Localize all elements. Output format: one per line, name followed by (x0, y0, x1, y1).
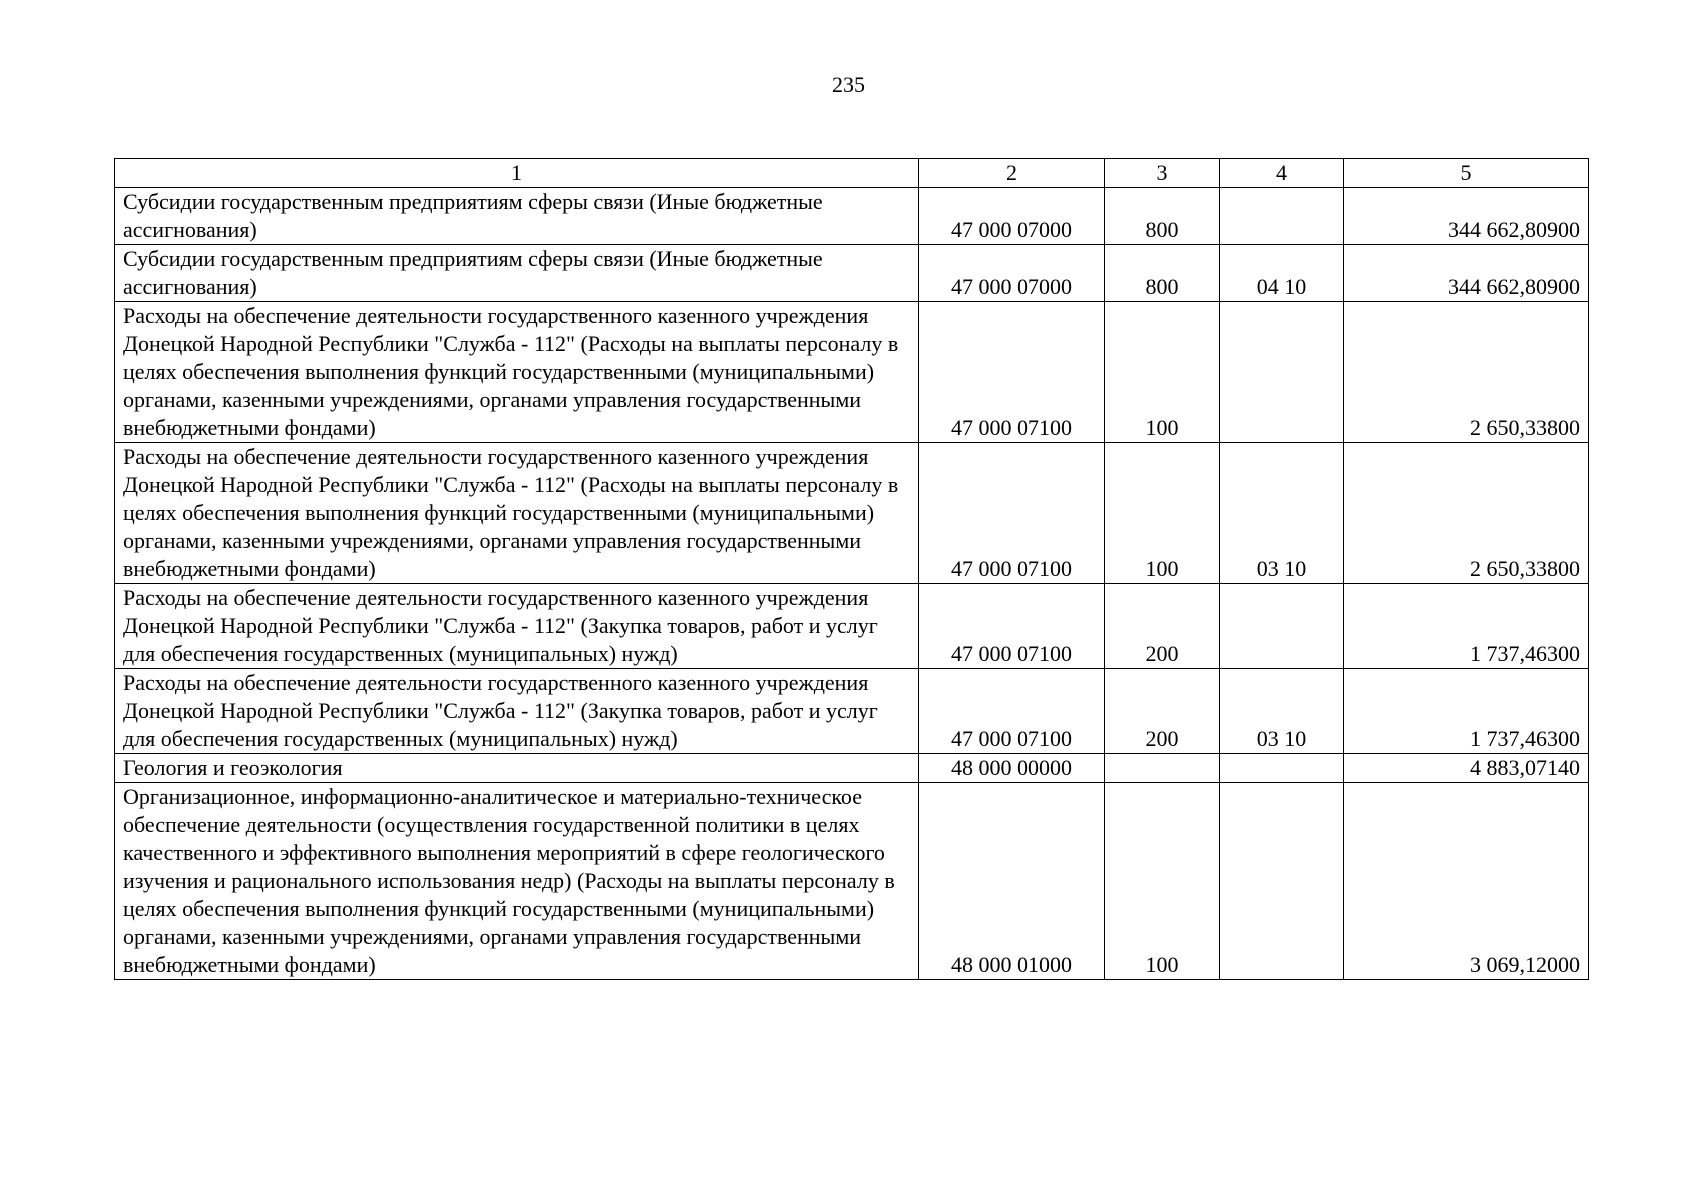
row-code: 47 000 07100 (919, 443, 1105, 584)
row-expense-type: 100 (1105, 302, 1220, 443)
row-section (1220, 584, 1344, 669)
header-col-4: 4 (1220, 159, 1344, 188)
row-expense-type: 800 (1105, 245, 1220, 302)
row-expense-type: 200 (1105, 669, 1220, 754)
header-row (115, 159, 1589, 188)
row-section: 04 10 (1220, 245, 1344, 302)
page-number: 235 (832, 72, 865, 97)
row-description: Субсидии государственным предприятиям сферы связи (Иные бюджетные ассигнования) (115, 245, 919, 302)
row-amount: 1 737,46300 (1344, 669, 1589, 754)
table-row (115, 783, 1589, 980)
header-col-1: 1 (115, 159, 919, 188)
row-code: 48 000 00000 (919, 754, 1105, 783)
row-amount: 3 069,12000 (1344, 783, 1589, 980)
row-code: 47 000 07100 (919, 584, 1105, 669)
row-amount: 2 650,33800 (1344, 302, 1589, 443)
table-row (115, 443, 1589, 584)
row-section (1220, 302, 1344, 443)
row-section: 03 10 (1220, 443, 1344, 584)
row-section (1220, 754, 1344, 783)
row-amount: 344 662,80900 (1344, 245, 1589, 302)
row-description: Расходы на обеспечение деятельности государственного казенного учреждения Донецкой Народной Республики "Служба - 112" (Закупка товаров, работ и услуг для обеспечения государственных (муниципальных) нужд) (115, 669, 919, 754)
row-code: 47 000 07100 (919, 669, 1105, 754)
row-expense-type: 100 (1105, 443, 1220, 584)
row-expense-type: 200 (1105, 584, 1220, 669)
row-description: Геология и геоэкология (115, 754, 919, 783)
row-expense-type: 100 (1105, 783, 1220, 980)
table-row (115, 188, 1589, 245)
row-description: Субсидии государственным предприятиям сферы связи (Иные бюджетные ассигнования) (115, 188, 919, 245)
row-section (1220, 188, 1344, 245)
row-section (1220, 783, 1344, 980)
header-col-3: 3 (1105, 159, 1220, 188)
table-row (115, 669, 1589, 754)
row-amount: 4 883,07140 (1344, 754, 1589, 783)
header-col-5: 5 (1344, 159, 1589, 188)
row-description: Расходы на обеспечение деятельности государственного казенного учреждения Донецкой Народной Республики "Служба - 112" (Расходы на выплаты персоналу в целях обеспечения выполнения функций государственными (муниципальными) органами, казенными учреждениями, органами управления государственными внебюджетными фондами) (115, 443, 919, 584)
row-expense-type: 800 (1105, 188, 1220, 245)
row-code: 47 000 07000 (919, 188, 1105, 245)
row-section: 03 10 (1220, 669, 1344, 754)
row-description: Расходы на обеспечение деятельности государственного казенного учреждения Донецкой Народной Республики "Служба - 112" (Расходы на выплаты персоналу в целях обеспечения выполнения функций государственными (муниципальными) органами, казенными учреждениями, органами управления государственными внебюджетными фондами) (115, 302, 919, 443)
row-description: Организационное, информационно-аналитическое и материально-техническое обеспечение деятельности (осуществления государственной политики в целях качественного и эффективного выполнения мероприятий в сфере геологического изучения и рационального использования недр) (Расходы на выплаты персоналу в целях обеспечения выполнения функций государственными (муниципальными) органами, казенными учреждениями, органами управления государственными внебюджетными фондами) (115, 783, 919, 980)
row-amount: 344 662,80900 (1344, 188, 1589, 245)
row-description: Расходы на обеспечение деятельности государственного казенного учреждения Донецкой Народной Республики "Служба - 112" (Закупка товаров, работ и услуг для обеспечения государственных (муниципальных) нужд) (115, 584, 919, 669)
table-row (115, 754, 1589, 783)
row-code: 47 000 07000 (919, 245, 1105, 302)
table-row (115, 245, 1589, 302)
row-expense-type (1105, 754, 1220, 783)
header-col-2: 2 (919, 159, 1105, 188)
row-amount: 2 650,33800 (1344, 443, 1589, 584)
row-code: 48 000 01000 (919, 783, 1105, 980)
table-row (115, 584, 1589, 669)
row-code: 47 000 07100 (919, 302, 1105, 443)
row-amount: 1 737,46300 (1344, 584, 1589, 669)
budget-table (114, 158, 1589, 980)
table-row (115, 302, 1589, 443)
